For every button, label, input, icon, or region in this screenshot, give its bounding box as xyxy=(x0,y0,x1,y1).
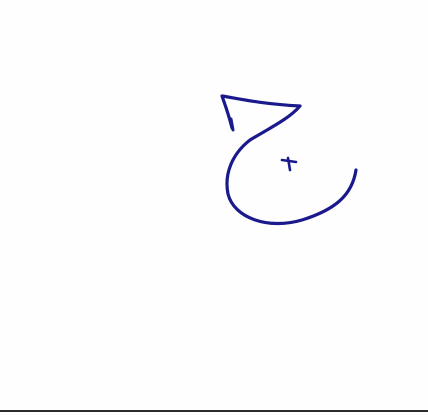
glyph-lead-tick xyxy=(231,119,233,130)
glyph-top-stroke xyxy=(222,96,300,140)
baseline-rule xyxy=(0,410,428,412)
glyph-dot xyxy=(282,158,296,170)
glyph-bowl-stroke xyxy=(227,140,356,224)
